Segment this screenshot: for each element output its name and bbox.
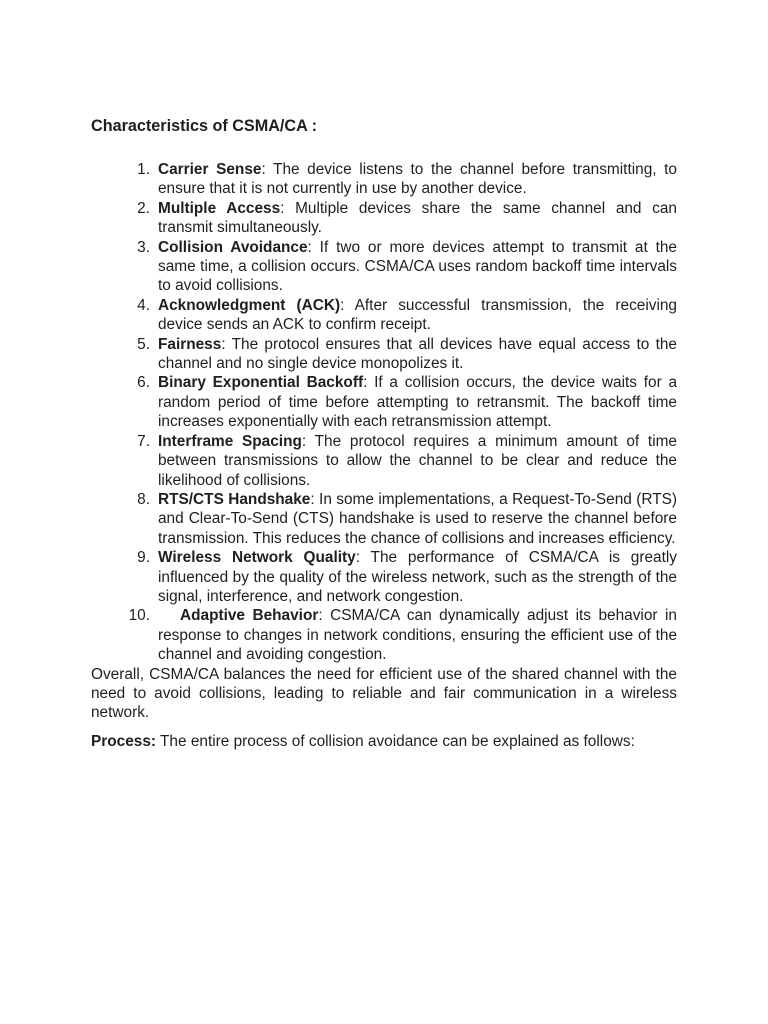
list-item xyxy=(91,296,677,335)
summary-paragraph: Overall, CSMA/CA balances the need for efficient use of the shared channel with the need to avoid collisions, leading to reliable and fair communication in a wireless network. xyxy=(91,665,677,722)
document-content xyxy=(91,116,677,751)
list-item-term: Multiple Access xyxy=(158,199,281,217)
list-item-number: 5. xyxy=(137,335,150,353)
list-item-text: : The protocol ensures that all devices have equal access to the channel and no single device monopolizes it. xyxy=(158,335,677,373)
list-item-text: : If a collision occurs, the device waits for a random period of time before attempting to retransmit. The backoff time increases exponentially with each retransmission attempt. xyxy=(158,374,678,431)
section-heading: Characteristics of CSMA/CA : xyxy=(91,117,318,135)
list-item-text: : The device listens to the channel before transmitting, to ensure that it is not currently in use by another device. xyxy=(158,161,677,198)
list-item-text: : In some implementations, a Request-To-Send (RTS) and Clear-To-Send (CTS) handshake is used to reserve the channel before transmission. This reduces the chance of collisions and increases efficiency. xyxy=(158,490,678,547)
list-item-text: : CSMA/CA can dynamically adjust its behavior in response to changes in network conditions, ensuring the efficient use of the channel and avoiding congestion. xyxy=(158,607,677,664)
list-item-text: : The protocol requires a minimum amount of time between transmissions to allow the channel to be clear and reduce the likelihood of collisions. xyxy=(158,432,677,489)
process-paragraph xyxy=(91,732,677,751)
list-item-number: 2. xyxy=(137,199,150,217)
list-item xyxy=(91,238,677,296)
list-item xyxy=(91,335,677,374)
list-item-term: Carrier Sense xyxy=(158,161,262,178)
list-item xyxy=(91,199,677,238)
list-item-term: Adaptive Behavior xyxy=(180,607,319,625)
list-item-term: Acknowledgment (ACK) xyxy=(158,296,341,314)
list-item-number: 4. xyxy=(137,296,150,314)
list-item xyxy=(91,432,677,490)
list-item-number: 6. xyxy=(137,374,150,392)
list-item-term: Wireless Network Quality xyxy=(158,549,356,567)
list-item-text: : Multiple devices share the same channel and can transmit simultaneously. xyxy=(158,199,677,237)
list-item-number: 1. xyxy=(137,161,150,178)
list-item xyxy=(91,160,677,199)
list-item-term: Collision Avoidance xyxy=(158,238,308,256)
list-item-number: 8. xyxy=(137,490,150,508)
list-item xyxy=(91,606,677,664)
list-item-text: : If two or more devices attempt to transmit at the same time, a collision occurs. CSMA/CA uses random backoff time intervals to avoid collisions. xyxy=(158,238,677,295)
process-label: Process: xyxy=(91,732,157,750)
list-item-term: Binary Exponential Backoff xyxy=(158,374,364,392)
list-item xyxy=(91,490,677,548)
list-item-term: Interframe Spacing xyxy=(158,432,302,450)
list-item-number: 3. xyxy=(137,238,150,256)
list-item xyxy=(91,548,677,606)
list-item-number: 7. xyxy=(137,432,150,450)
characteristics-list xyxy=(91,160,677,665)
process-text: The entire process of collision avoidance can be explained as follows: xyxy=(156,732,635,750)
list-item-text: : After successful transmission, the receiving device sends an ACK to confirm receipt. xyxy=(158,296,677,334)
list-item xyxy=(91,373,677,431)
list-item-term: Fairness xyxy=(158,335,222,353)
list-item-number: 9. xyxy=(137,549,150,567)
list-item-term: RTS/CTS Handshake xyxy=(158,490,311,508)
list-item-number: 10. xyxy=(128,607,150,625)
list-item-text: : The performance of CSMA/CA is greatly influenced by the quality of the wireless network, such as the strength of the signal, interference, and network congestion. xyxy=(158,549,677,605)
